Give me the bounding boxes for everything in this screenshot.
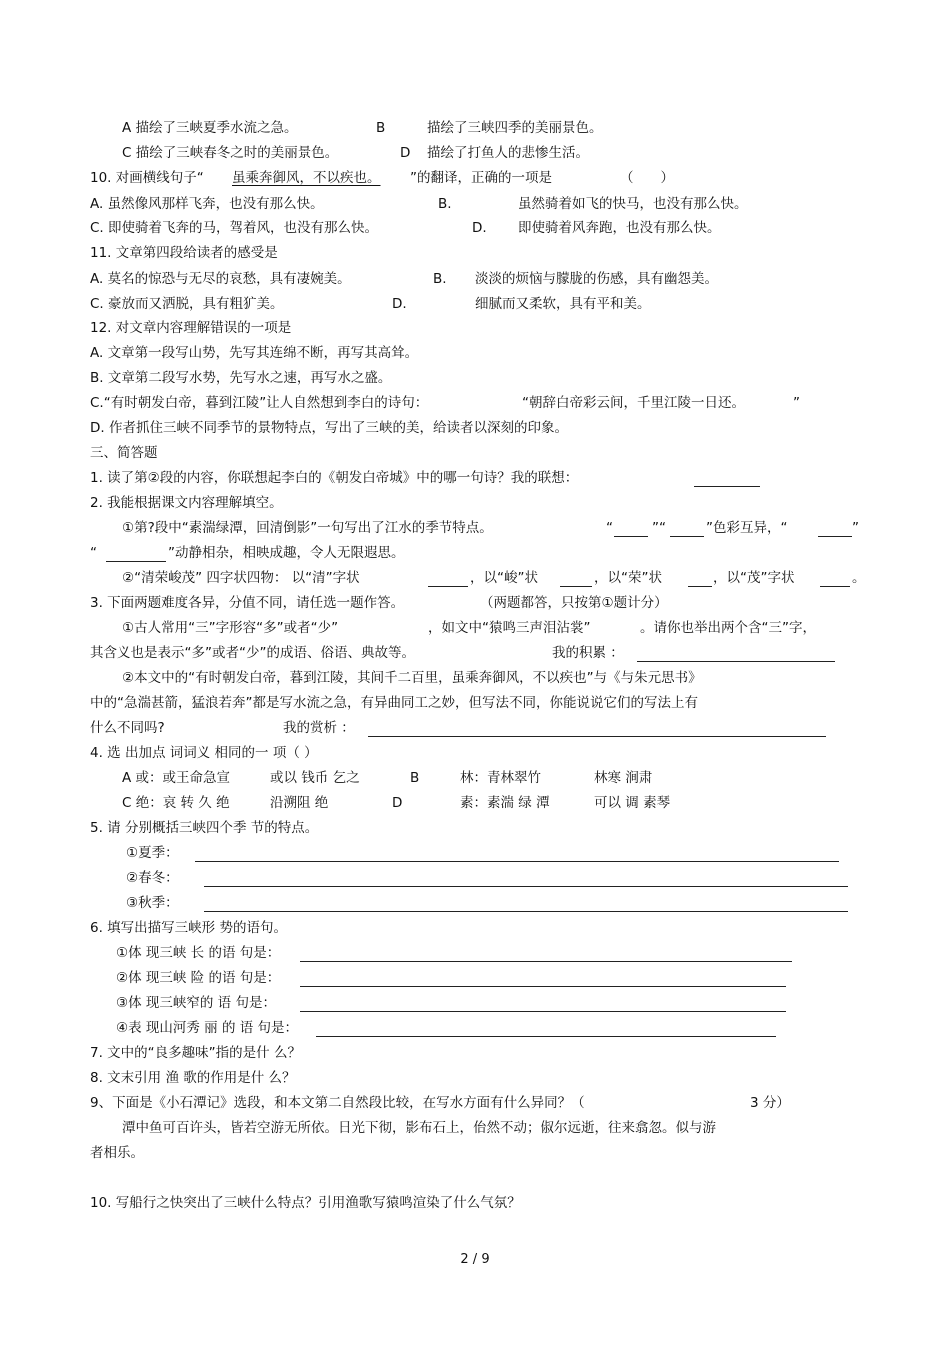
text-segment: 1. 读了第②段的内容，你联想起李白的《朝发白帝城》中的哪一句诗？我的联想： [90,470,579,486]
text-segment: D [392,795,403,811]
text-segment: 。请你也举出两个含“三”字， [640,620,816,636]
text-segment: ①夏季： [126,845,179,861]
answer-blank[interactable] [818,536,852,537]
text-segment: ②体 现三峡 险 的语 句是： [116,970,281,986]
answer-blank[interactable] [694,486,760,487]
text-segment: C.“有时朝发白帝，暮到江陵”让人自然想到李白的诗句： [90,395,429,411]
text-segment: 可以 调 素琴 [594,795,671,811]
text-segment: A 描绘了三峡夏季水流之急。 [122,120,298,136]
text-line [0,1093,950,1117]
text-line [0,593,950,617]
text-segment: ，如文中“猿鸣三声泪沾裳” [428,620,591,636]
text-line [0,294,950,318]
text-line [0,468,950,492]
text-segment: ②本文中的“有时朝发白帝，暮到江陵，其间千二百里，虽乘奔御风，不以疾也”与《与朱元思书》 [122,670,702,686]
text-line [0,1018,950,1042]
text-segment: ①体 现三峡 长 的语 句是： [116,945,281,961]
answer-blank[interactable] [300,986,786,987]
text-segment: ，以“峻”状 [470,570,538,586]
text-segment: 虽然骑着如飞的快马，也没有那么快。 [518,196,748,212]
text-segment: ，以“茂”字状 [713,570,795,586]
text-line [0,194,950,218]
text-segment: 我的积累 ： [552,645,624,661]
text-line [0,868,950,892]
text-line [0,443,950,467]
text-segment: 者相乐。 [90,1145,144,1161]
text-line [0,343,950,367]
text-line [0,1193,950,1217]
text-segment: 素：素湍 绿 潭 [460,795,550,811]
text-segment: 6. 填写出描写三峡形 势的语句。 [90,920,287,936]
text-segment: ”“ [652,520,666,536]
text-segment: 。 [852,570,866,586]
text-segment: B. 文章第二段写水势，先写水之速，再写水之盛。 [90,370,392,386]
text-segment: 林寒 涧肃 [594,770,653,786]
text-line [0,968,950,992]
text-segment: 10. 写船行之快突出了三峡什么特点？引用渔歌写猿鸣渲染了什么气氛？ [90,1195,521,1211]
text-line [0,1043,950,1067]
text-segment: 三、简答题 [90,445,158,461]
text-segment: 潭中鱼可百许头，皆若空游无所依。日光下彻，影布石上，佁然不动；俶尔远逝，往来翕忽。似与游 [122,1120,716,1136]
text-line [0,993,950,1017]
text-line [0,893,950,917]
text-segment: 3 分） [750,1095,790,1111]
text-line [0,843,950,867]
text-segment: 或以 钱币 乞之 [270,770,360,786]
text-line [0,793,950,817]
text-segment: “ [606,520,613,536]
answer-blank[interactable] [204,886,848,887]
text-segment: 其含义也是表示“多”或者“少”的成语、俗语、典故等。 [90,645,415,661]
text-segment: D. 作者抓住三峡不同季节的景物特点，写出了三峡的美，给读者以深刻的印象。 [90,420,568,436]
text-line [0,243,950,267]
text-segment: B. [438,196,452,212]
text-segment: 林：青林翠竹 [460,770,541,786]
answer-blank[interactable] [670,536,704,537]
text-segment: 我的赏析 ： [283,720,355,736]
text-segment: 中的“急湍甚箭，猛浪若奔”都是写水流之急，有异曲同工之妙，但写法不同，你能说说它们的写法上有 [90,695,698,711]
text-segment: A. 莫名的惊恐与无尽的哀愁，具有凄婉美。 [90,271,351,287]
text-segment: A. 虽然像风那样飞奔，也没有那么快。 [90,196,324,212]
text-line [0,518,950,542]
answer-blank[interactable] [316,1036,776,1037]
text-segment: B [410,770,420,786]
text-segment: “朝辞白帝彩云间，千里江陵一日还。 [522,395,745,411]
text-segment: C 绝：哀 转 久 绝 [122,795,230,811]
answer-blank[interactable] [300,1011,786,1012]
text-segment: 11. 文章第四段给读者的感受是 [90,245,278,261]
text-segment: 即使骑着风奔跑，也没有那么快。 [518,220,721,236]
underlined-sentence: 虽乘奔御风，不以疾也。 [232,170,381,186]
text-line [0,118,950,142]
text-line [0,818,950,842]
text-segment: 2. 我能根据课文内容理解填空。 [90,495,283,511]
text-segment: （两题都答，只按第①题计分） [480,595,668,611]
text-segment: ” [852,520,859,536]
text-segment: ”动静相杂，相映成趣，令人无限遐思。 [168,545,405,561]
text-line [0,568,950,592]
text-line [0,143,950,167]
text-line [0,1118,950,1142]
text-segment: B. [433,271,447,287]
text-segment: A. 文章第一段写山势，先写其连绵不断，再写其高耸。 [90,345,419,361]
text-line [0,368,950,392]
text-segment: D. [472,220,487,236]
answer-blank[interactable] [195,861,839,862]
text-segment: 5. 请 分别概括三峡四个季 节的特点。 [90,820,319,836]
answer-blank[interactable] [637,661,835,662]
text-segment: （ ） [620,170,674,186]
text-line [0,493,950,517]
text-segment: 沿溯阻 绝 [270,795,329,811]
text-segment: ①古人常用“三”字形容“多”或者“少” [122,620,339,636]
text-segment: ”色彩互异，“ [706,520,788,536]
text-segment: 9、下面是《小石潭记》选段，和本文第二自然段比较，在写水方面有什么异同？（ [90,1095,585,1111]
answer-blank[interactable] [300,961,792,962]
answer-blank[interactable] [614,536,648,537]
text-segment: 描绘了打鱼人的悲惨生活。 [427,145,589,161]
text-segment: 8. 文末引用 渔 歌的作用是什 么？ [90,1070,296,1086]
answer-blank[interactable] [106,561,166,562]
text-segment: D. [392,296,407,312]
answer-blank[interactable] [820,586,850,587]
text-line [0,1068,950,1092]
text-segment: ①第?段中“素湍绿潭，回清倒影”一句写出了江水的季节特点。 [122,520,493,536]
text-line [0,643,950,667]
text-segment: 4. 选 出加点 词词义 相同的一 项（ ） [90,745,318,761]
text-segment: “ [90,545,97,561]
text-segment: ③秋季： [126,895,179,911]
text-segment: ，以“荣”状 [594,570,662,586]
text-segment: 10. 对画横线句子“ [90,170,204,186]
text-segment: 描绘了三峡四季的美丽景色。 [427,120,603,136]
text-line [0,718,950,742]
text-line [0,693,950,717]
text-segment: ②春冬： [126,870,179,886]
text-line [0,743,950,767]
text-line [0,1143,950,1167]
text-segment: C. 豪放而又洒脱，具有粗犷美。 [90,296,284,312]
answer-blank[interactable] [368,736,826,737]
text-line [0,269,950,293]
text-segment: 12. 对文章内容理解错误的一项是 [90,320,292,336]
text-segment: 7. 文中的“良多趣味”指的是什 么？ [90,1045,301,1061]
text-segment: 什么不同吗? [90,720,165,736]
text-segment: C 描绘了三峡春冬之时的美丽景色。 [122,145,339,161]
text-line [0,168,950,192]
page-number: 2 / 9 [460,1252,490,1267]
text-line [0,543,950,567]
text-segment: A 或：或王命急宣 [122,770,231,786]
text-segment: ③体 现三峡窄的 语 句是： [116,995,276,1011]
text-line [0,918,950,942]
answer-blank[interactable] [204,911,848,912]
text-line [0,218,950,242]
answer-blank[interactable] [688,586,712,587]
text-segment: ” [793,395,800,411]
text-segment: ②“清荣峻茂” 四字状四物： 以“清”字状 [122,570,360,586]
text-line [0,393,950,417]
text-line [0,668,950,692]
answer-blank[interactable] [428,586,468,587]
text-line [0,318,950,342]
text-segment: D [400,145,411,161]
text-line [0,768,950,792]
text-segment: C. 即使骑着飞奔的马，驾着风，也没有那么快。 [90,220,379,236]
text-segment: B [376,120,386,136]
text-segment: 细腻而又柔软，具有平和美。 [475,296,651,312]
text-segment: 淡淡的烦恼与朦胧的伤感，具有幽怨美。 [475,271,718,287]
answer-blank[interactable] [560,586,592,587]
text-segment: ④表 现山河秀 丽 的 语 句是： [116,1020,299,1036]
text-line [0,943,950,967]
text-line [0,418,950,442]
text-segment: 3. 下面两题难度各异，分值不同，请任选一题作答。 [90,595,405,611]
text-segment: ”的翻译，正确的一项是 [410,170,552,186]
text-line [0,618,950,642]
